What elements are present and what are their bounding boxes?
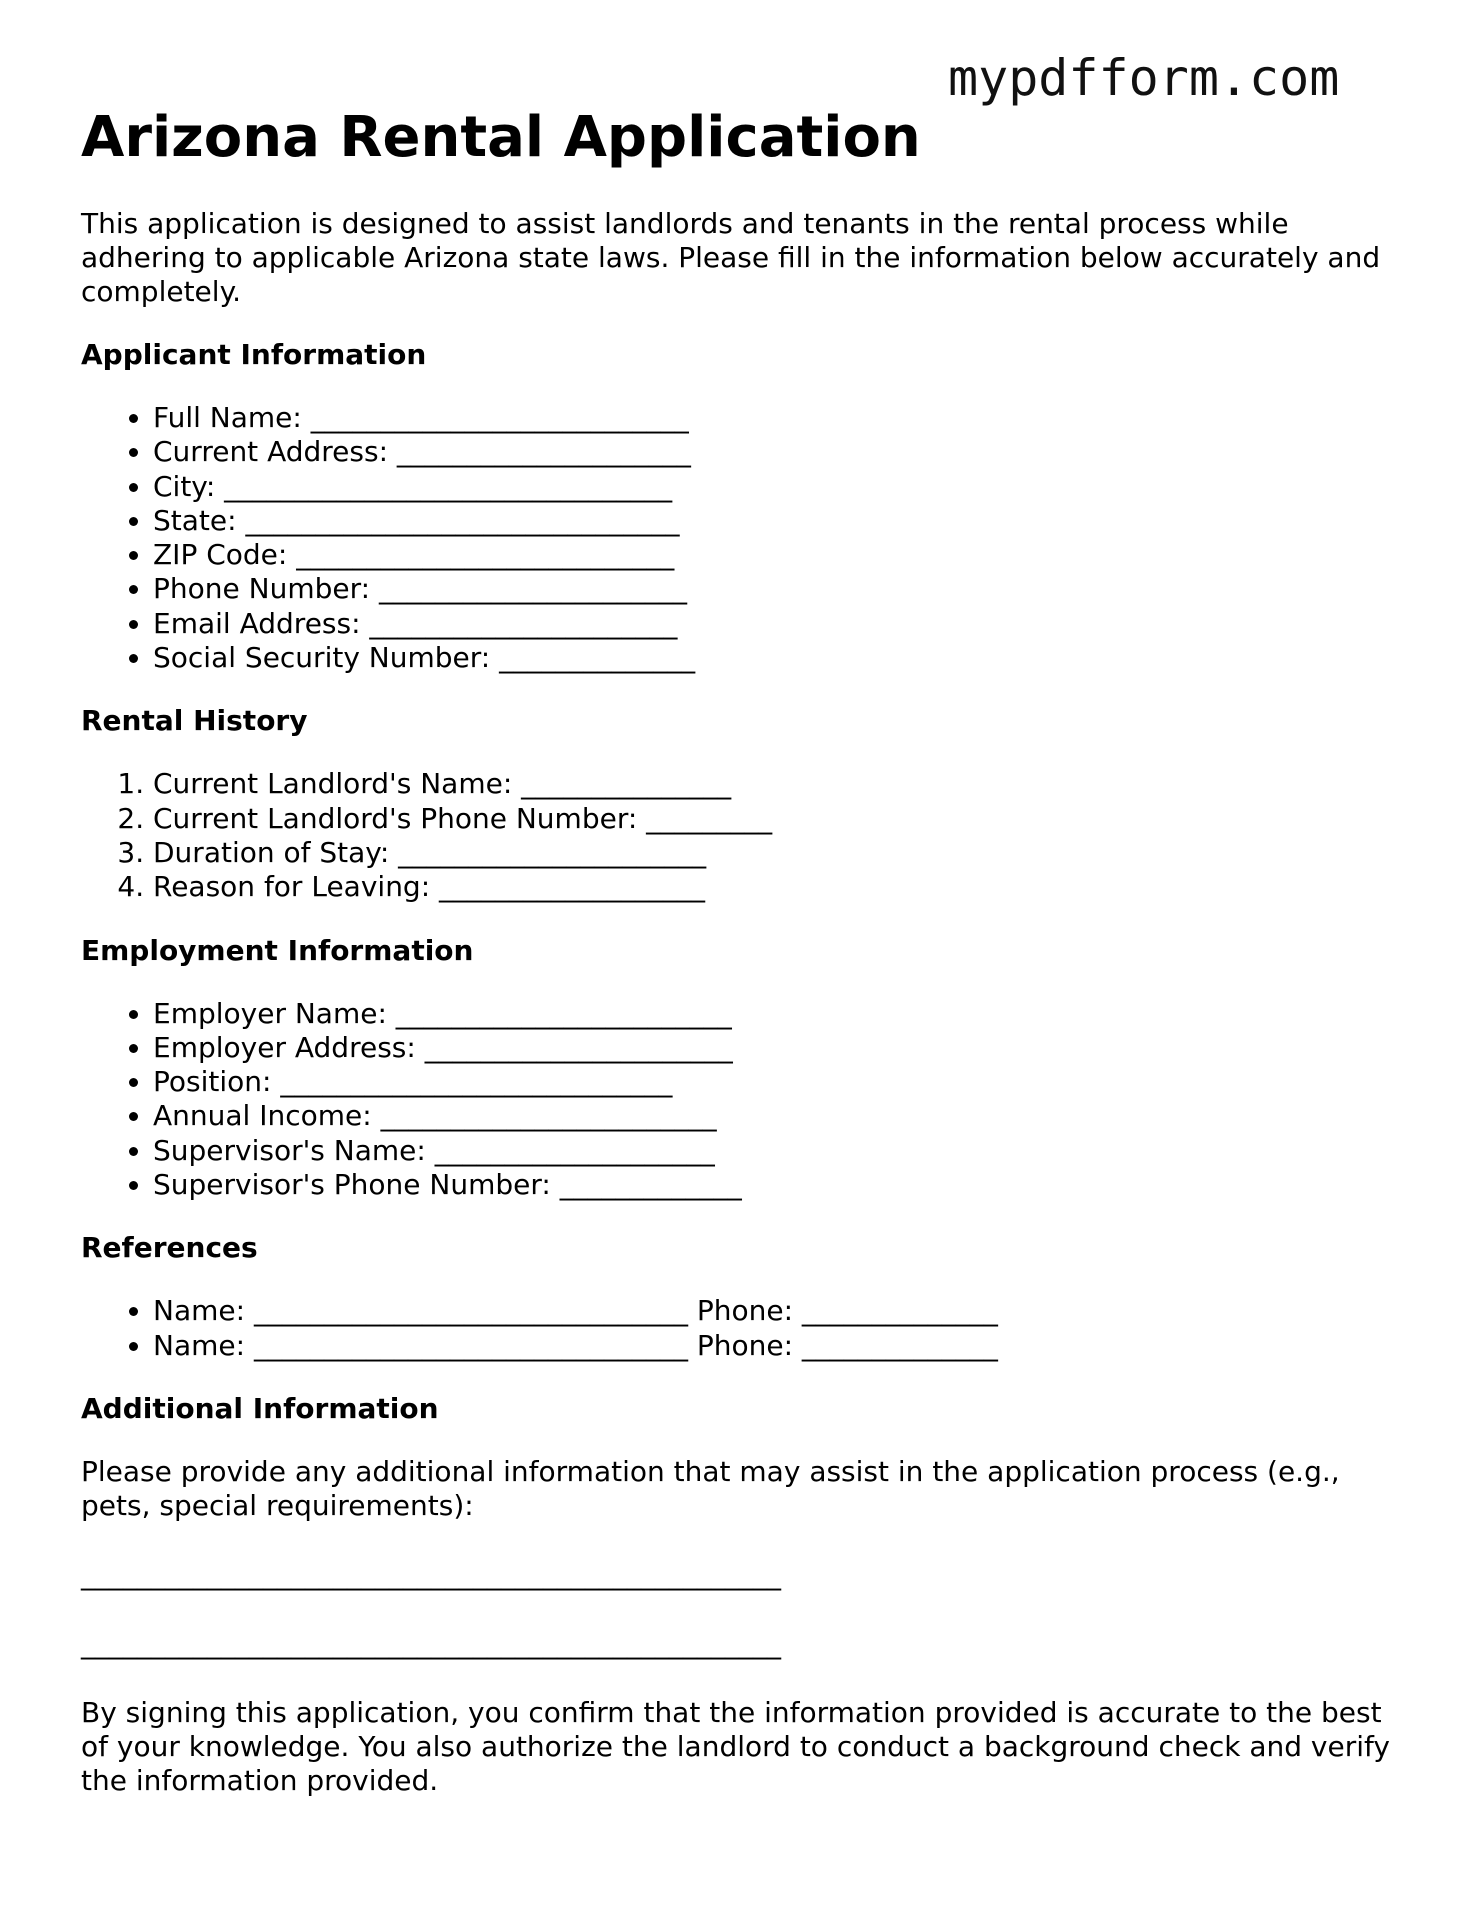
additional-blank-line-2[interactable]: __________________________________________________ [81,1626,781,1660]
additional-instructions: Please provide any additional information that may assist in the application process (e.g., pets, special requirements): [81,1454,1340,1522]
field-full-name[interactable]: • Full Name: ___________________________ [153,401,1401,435]
field-city[interactable]: • City: ________________________________ [153,470,1401,504]
page-title: Arizona Rental Application [81,105,921,170]
field-reference-2[interactable]: • Name: _______________________________ Phone: ______________ [153,1329,1401,1363]
closing-paragraph: By signing this application, you confirm that the information provided is accurate to the best of your knowledge. You also authorize the landlord to conduct a background check and verify the information provided. [81,1695,1390,1797]
additional-heading: Additional Information [81,1391,439,1425]
field-ssn[interactable]: • Social Security Number: ______________ [153,641,1401,675]
rental-history-fields [81,767,1401,904]
field-reference-1[interactable]: • Name: _______________________________ Phone: ______________ [153,1294,1401,1328]
watermark: mypdfform.com [948,49,1340,107]
document-page [81,100,1401,1798]
field-position[interactable]: • Position: ____________________________ [153,1065,1401,1099]
applicant-heading: Applicant Information [81,338,427,371]
field-state[interactable]: • State: _______________________________ [153,504,1401,538]
field-supervisor-phone[interactable]: • Supervisor's Phone Number: _____________ [153,1168,1401,1202]
field-supervisor-name[interactable]: • Supervisor's Name: ____________________ [153,1134,1401,1168]
employment-heading: Employment Information [81,933,474,967]
references-fields [81,1294,1401,1363]
additional-blank-line-1[interactable]: __________________________________________________ [81,1557,781,1591]
field-zip-code[interactable]: • ZIP Code: ___________________________ [153,538,1401,572]
field-annual-income[interactable]: • Annual Income: ________________________ [153,1099,1401,1133]
field-employer-name[interactable]: • Employer Name: ________________________ [153,997,1401,1031]
applicant-fields [81,401,1401,675]
field-employer-address[interactable]: • Employer Address: ______________________ [153,1031,1401,1065]
employment-fields [81,997,1401,1203]
field-landlord-name[interactable]: 1. Current Landlord's Name: _______________ [153,767,1401,801]
field-phone-number[interactable]: • Phone Number: ______________________ [153,572,1401,606]
field-email-address[interactable]: • Email Address: ______________________ [153,607,1401,641]
references-heading: References [81,1231,258,1265]
field-current-address[interactable]: • Current Address: _____________________ [153,435,1401,469]
field-landlord-phone[interactable]: 2. Current Landlord's Phone Number: _________ [153,802,1401,836]
intro-paragraph: This application is designed to assist landlords and tenants in the rental process while adhering to applicable Arizona state laws. Please fill in the information below accurately and completely. [81,207,1381,308]
field-duration-of-stay[interactable]: 3. Duration of Stay: ______________________ [153,836,1401,870]
field-reason-for-leaving[interactable]: 4. Reason for Leaving: ___________________ [153,870,1401,904]
rental-history-heading: Rental History [81,704,308,738]
